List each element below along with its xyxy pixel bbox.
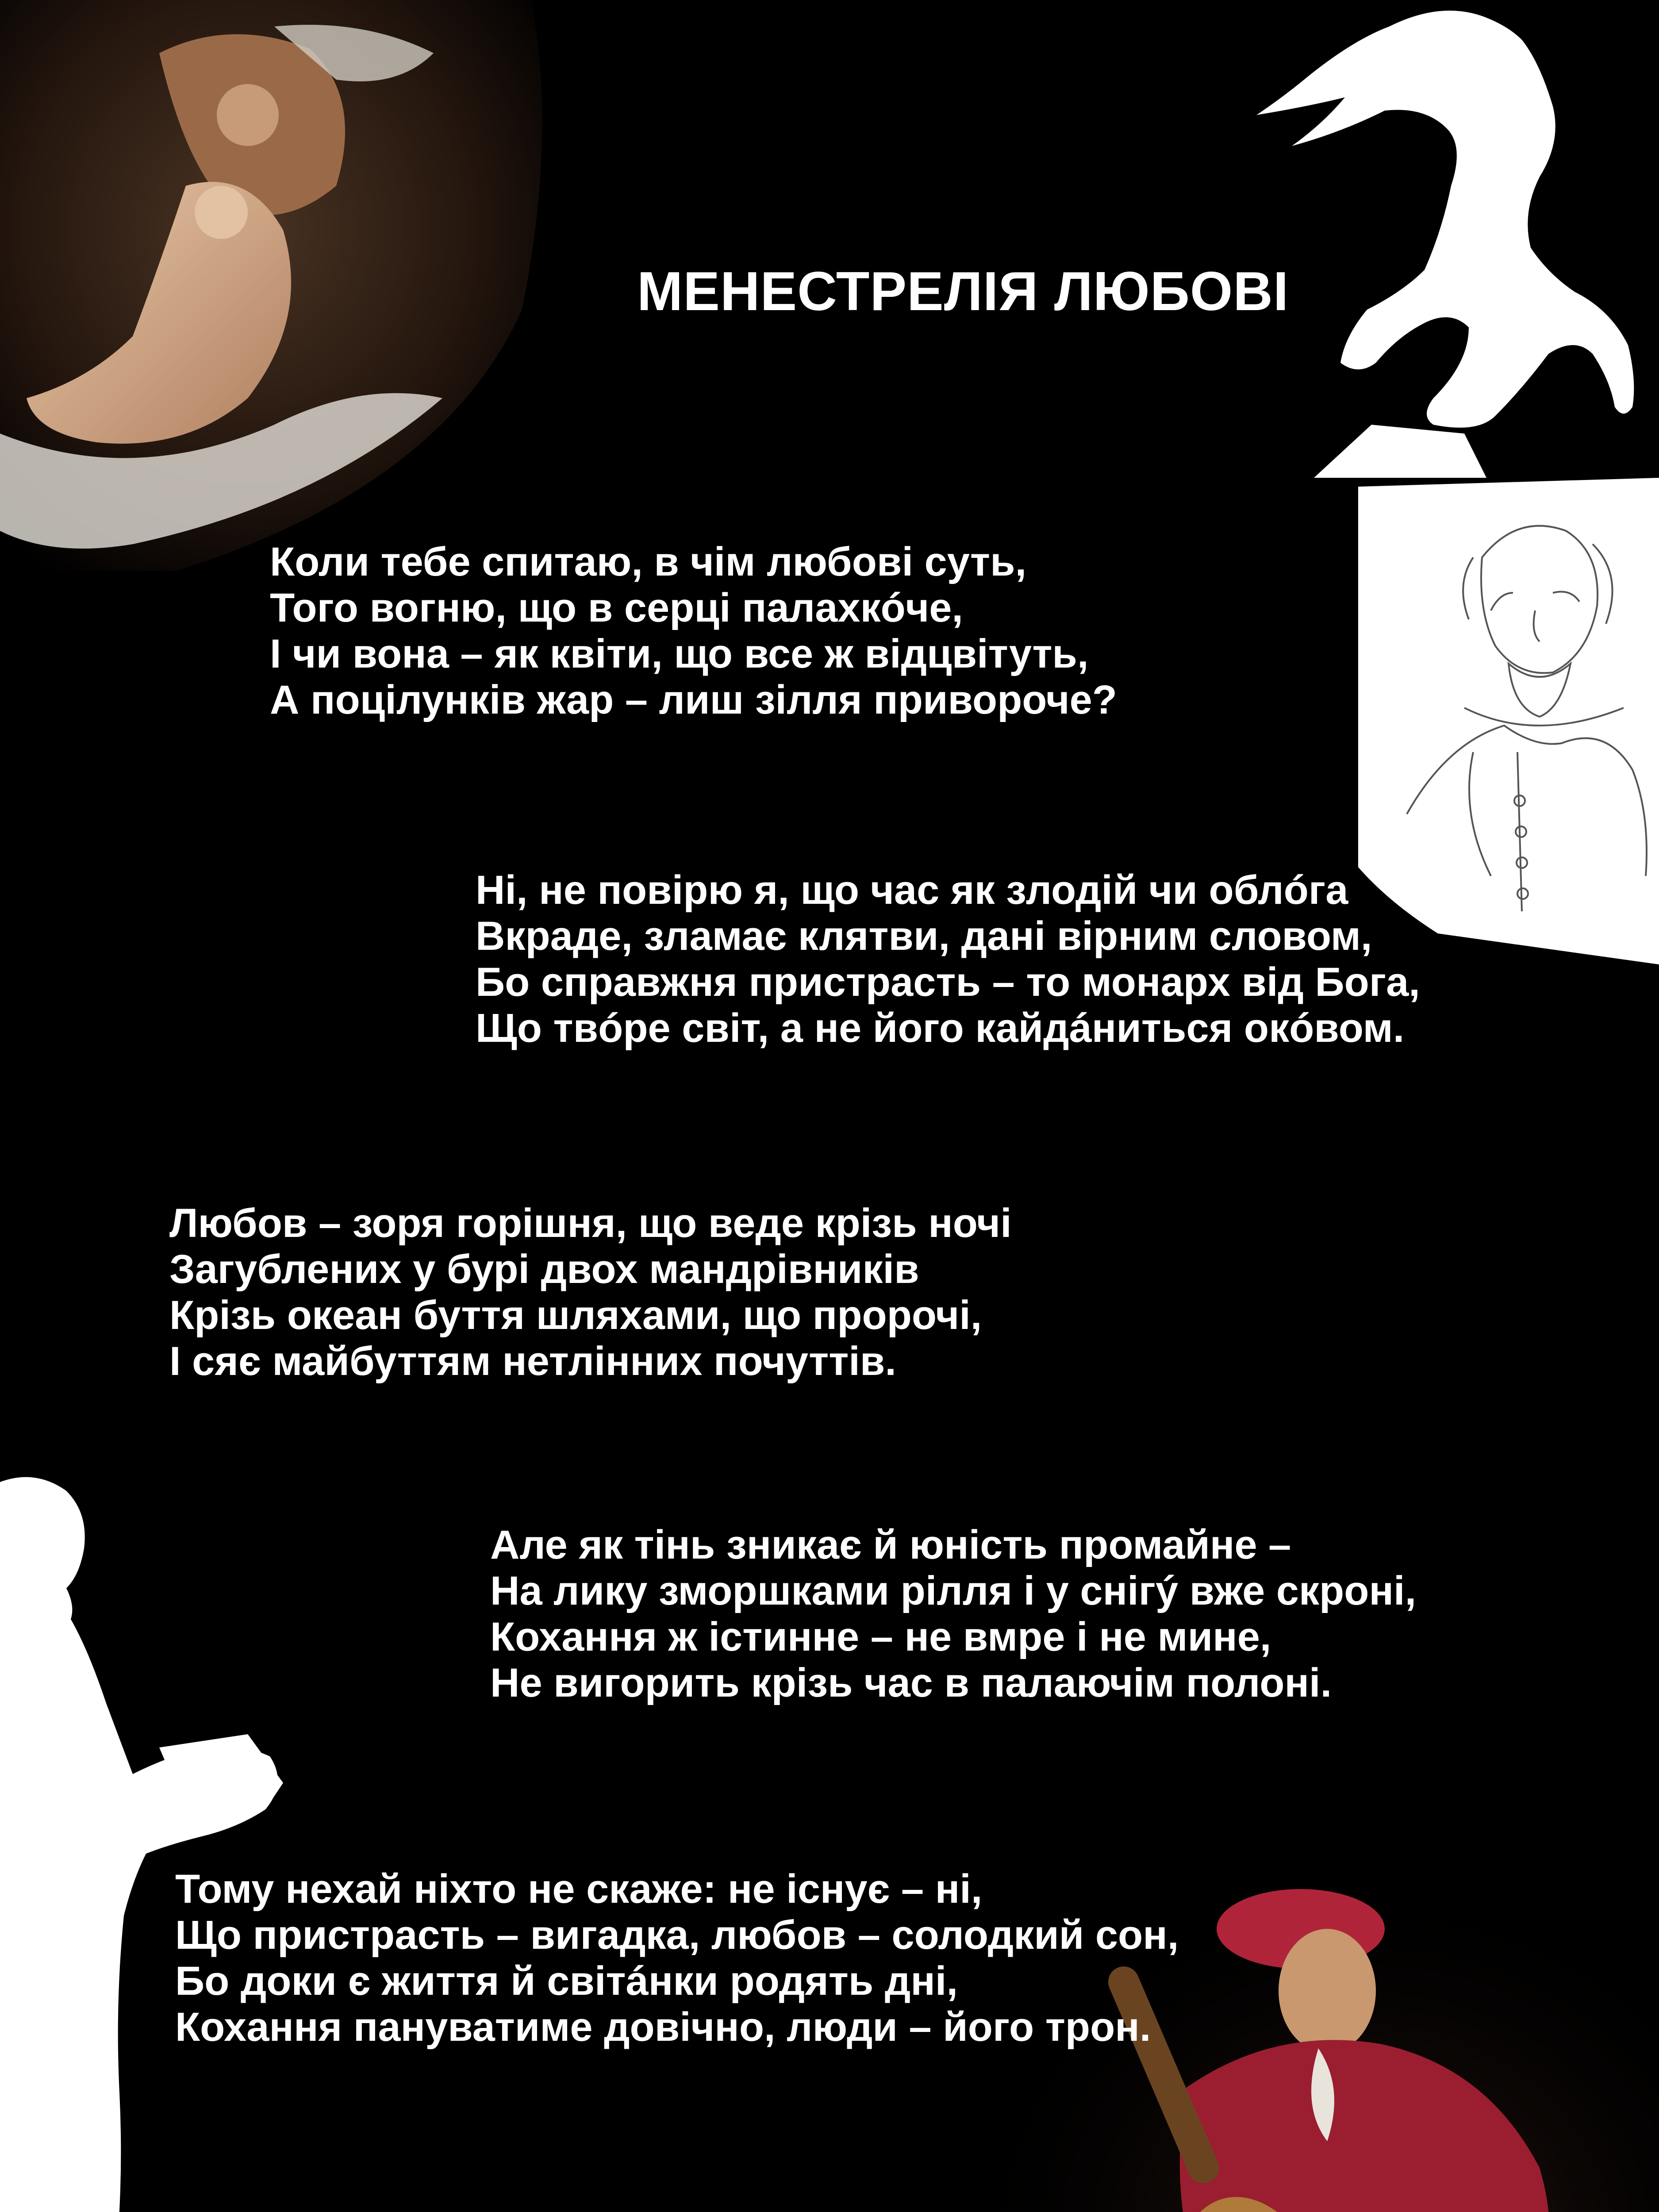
stanza-3 bbox=[169, 1200, 1012, 1384]
stanza-line: Того вогню, що в серці палахкóче, bbox=[270, 585, 963, 630]
stanza-line: Коли тебе спитаю, в чім любові суть, bbox=[270, 539, 1027, 584]
stanza-line: Не вигорить крізь час в палаючім полоні. bbox=[490, 1660, 1332, 1705]
stanza-line: Тому нехай ніхто не скаже: не існує – ні, bbox=[175, 1866, 983, 1912]
stanza-line: Крізь океан буття шляхами, що пророчі, bbox=[169, 1293, 982, 1338]
poet-reading-silhouette bbox=[0, 1473, 292, 2212]
stanza-line: Кохання ж істинне – не вмре і не мине, bbox=[490, 1614, 1271, 1659]
stanza-1 bbox=[270, 539, 1117, 723]
stanza-4 bbox=[490, 1522, 1416, 1706]
stanza-line: Що твóре світ, а не його кайдáниться окóвом. bbox=[476, 1006, 1405, 1051]
stanza-line: Бо доки є життя й світáнки родять дні, bbox=[175, 1959, 958, 2004]
stanza-line: Ні, не повірю я, що час як злодій чи облóга bbox=[476, 868, 1348, 913]
stanza-line: Що пристрасть – вигадка, любов – солодкий сон, bbox=[175, 1912, 1179, 1958]
running-girl-silhouette bbox=[1256, 0, 1659, 478]
stanza-line: І сяє майбуттям нетлінних почуттів. bbox=[169, 1339, 896, 1384]
stanza-line: І чи вона – як квіти, що все ж відцвітуть, bbox=[270, 631, 1089, 676]
poem-title: МЕНЕСТРЕЛІЯ ЛЮБОВІ bbox=[637, 261, 1289, 322]
author-signature bbox=[549, 2208, 1079, 2212]
stanza-line: Вкраде, зламає клятви, дані вірним словом, bbox=[476, 914, 1372, 959]
stanza-line: Загублених у бурі двох мандрівників bbox=[169, 1247, 919, 1292]
stanza-5 bbox=[175, 1866, 1179, 2050]
stanza-line: Бо справжня пристрасть – то монарх від Бога, bbox=[476, 960, 1420, 1005]
stanza-line: А поцілунків жар – лиш зілля привороче? bbox=[270, 677, 1117, 722]
stanza-line: Любов – зоря горішня, що веде крізь ночі bbox=[169, 1201, 1012, 1246]
stanza-2 bbox=[476, 867, 1420, 1051]
lovers-painting bbox=[0, 0, 557, 571]
stanza-line: Але як тінь зникає й юність промайне – bbox=[490, 1522, 1291, 1567]
stanza-line: Кохання пануватиме довічно, люди – його трон. bbox=[175, 2005, 1151, 2050]
stanza-line: На лику зморшками рілля і у снігý вже скроні, bbox=[490, 1568, 1417, 1613]
